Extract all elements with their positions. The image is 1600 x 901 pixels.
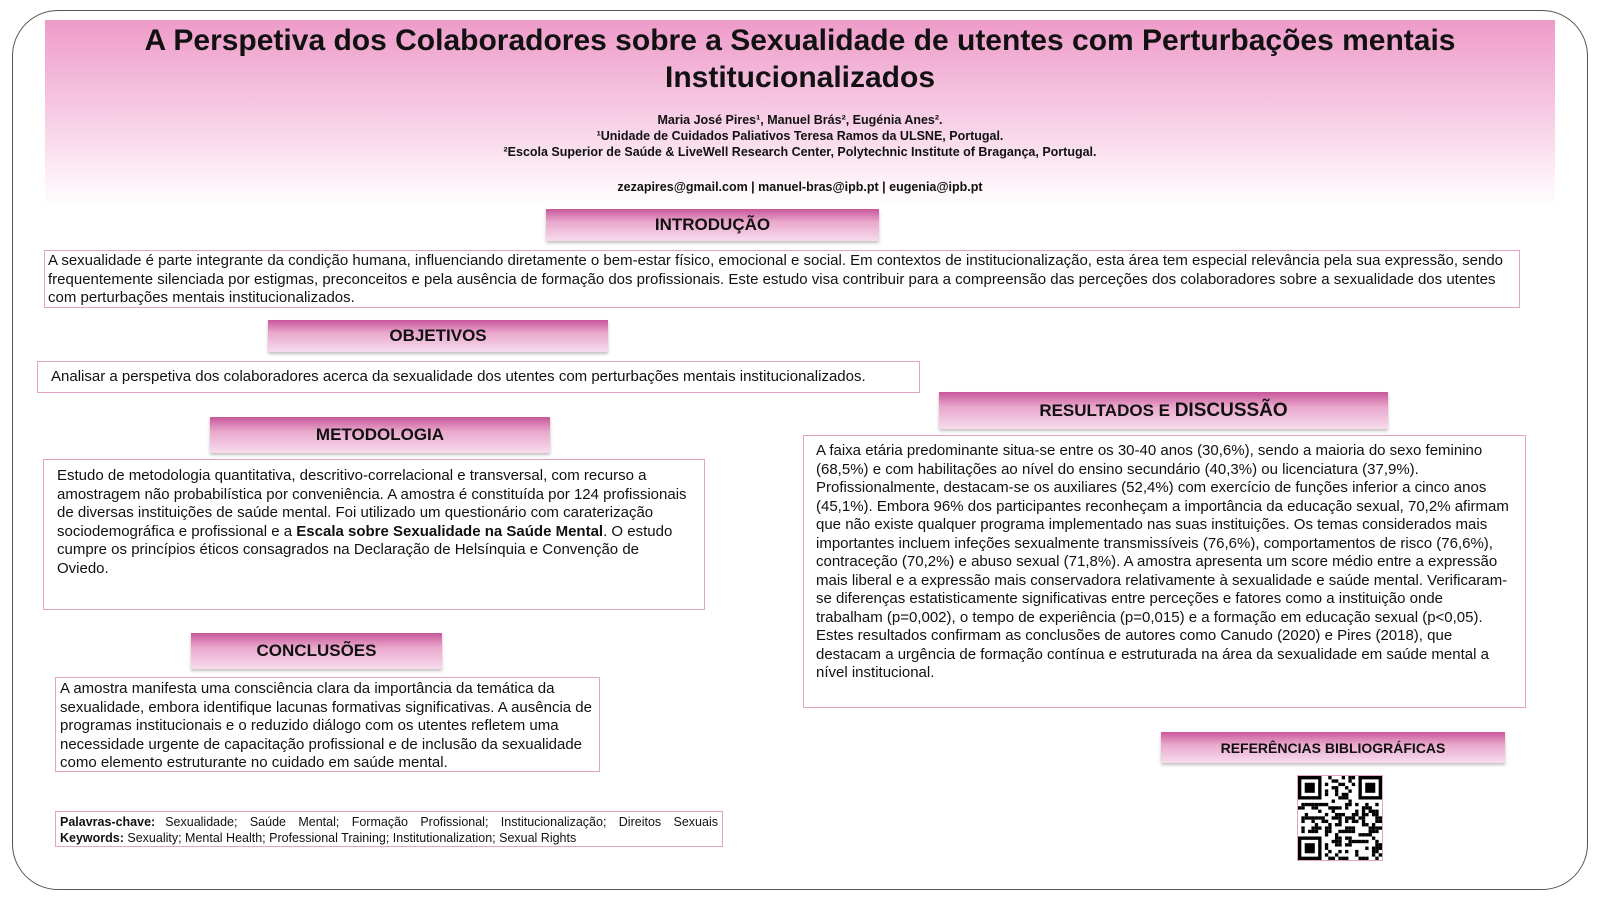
affiliation-1: ¹Unidade de Cuidados Paliativos Teresa Ramos da ULSNE, Portugal. [596, 129, 1004, 143]
keywords-pt-values: Sexualidade; Saúde Mental; Formação Profissional; Institucionalização; Direitos Sexuais [165, 815, 718, 829]
metodologia-text [43, 459, 705, 610]
escala-name: Escala sobre Sexualidade na Saúde Mental [296, 522, 604, 540]
keywords-pt-row [60, 814, 718, 830]
contact-emails: zezapires@gmail.com | manuel-bras@ipb.pt | eugenia@ipb.pt [617, 180, 983, 194]
resultados-text: A faixa etária predominante situa-se entre os 30-40 anos (30,6%), sendo a maioria do sexo feminino (68,5%) e com habilitações ao nível do ensino secundário (40,3%) ou licenciatura (37,9%). Profissionalmente, destacam-se os auxiliares (52,4%) com exercício de funções inferior a cinco anos (45,1%). Embora 96% dos participantes reconheçam a importância da educação sexual, 70,2% afirmam que não existe qualquer programa implementado nas suas instituições. Os temas considerados mais importantes incluem infeções sexualmente transmissíveis (76,6%), comportamentos de risco (76,6%), contraceção (70,2%) e abuso sexual (71,8%). A amostra apresenta um score médio entre a expressão mais liberal e a expressão mais conservadora relativamente à sexualidade e saúde mental. Verificaram-se diferenças estatisticamente significativas entre perceções e fatores como a instituição onde trabalham (p=0,002), o tempo de experiência (p=0,015) e a formação em educação sexual (p<0,05). Estes resultados confirmam as conclusões de autores como Canudo (2020) e Pires (2018), que destacam a urgência de formação contínua e estruturada na área da sexualidade em saúde mental a nível institucional. [803, 435, 1526, 708]
section-heading-objetivos: OBJETIVOS [268, 320, 608, 352]
conclusoes-text: A amostra manifesta uma consciência clara da importância da temática da sexualidade, embora identifique lacunas formativas significativas. A ausência de programas institucionais e o reduzido diálogo com os utentes refletem uma necessidade urgente de capacitação profissional e de inclusão da sexualidade como elemento estruturante no cuidado em saúde mental. [55, 677, 600, 772]
keywords-en-values: Sexuality; Mental Health; Professional Training; Institutionalization; Sexual Rights [127, 831, 577, 845]
section-heading-conclusoes: CONCLUSÕES [191, 633, 442, 669]
section-heading-metodologia: METODOLOGIA [210, 417, 550, 453]
poster-title: A Perspetiva dos Colaboradores sobre a Sexualidade de utentes com Perturbações mentais Institucionalizados [144, 24, 1456, 94]
metodologia-text-part-2: . O estudo cumpre os princípios éticos consagrados na Declaração de Helsínquia e Convenção de Oviedo. [57, 522, 673, 577]
authors-line: Maria José Pires¹, Manuel Brás², Eugénia Anes². [657, 113, 943, 127]
affiliation-2: ²Escola Superior de Saúde & LiveWell Research Center, Polytechnic Institute of Bragança, Portugal. [503, 145, 1097, 159]
objetivos-text: Analisar a perspetiva dos colaboradores acerca da sexualidade dos utentes com perturbações mentais institucionalizados. [37, 361, 920, 393]
keywords-box [55, 811, 723, 847]
qr-code-icon[interactable] [1297, 775, 1383, 861]
resultados-heading-part-1: RESULTADOS E [1039, 400, 1170, 420]
section-heading-introducao: INTRODUÇÃO [546, 209, 879, 241]
metodologia-text-part-1: Estudo de metodologia quantitativa, descritivo-correlacional e transversal, com recurso a amostragem não probabilística por conveniência. A amostra é constituída por 124 profissionais de diversas instituições de saúde mental. Foi utilizado um questionário com caraterização sociodemográfica e profissional e a [57, 467, 687, 540]
keywords-pt-label: Palavras-chave: [60, 815, 156, 829]
resultados-heading-part-2: DISCUSSÃO [1174, 399, 1288, 421]
section-heading-resultados [939, 392, 1388, 429]
keywords-en-label: Keywords: [60, 831, 124, 845]
introducao-text: A sexualidade é parte integrante da condição humana, influenciando diretamente o bem-estar físico, emocional e social. Em contextos de institucionalização, esta área tem especial relevância pela sua expressão, sendo frequentemente silenciada por estigmas, preconceitos e pela ausência de formação dos profissionais. Este estudo visa contribuir para a compreensão das perceções dos colaboradores sobre a sexualidade dos utentes com perturbações mentais institucionalizados. [44, 250, 1520, 308]
author-block [45, 112, 1555, 160]
keywords-en-row [60, 830, 718, 846]
section-heading-referencias: REFERÊNCIAS BIBLIOGRÁFICAS [1161, 732, 1505, 763]
qr-code-graphic [1298, 776, 1382, 860]
poster-header [45, 20, 1555, 208]
